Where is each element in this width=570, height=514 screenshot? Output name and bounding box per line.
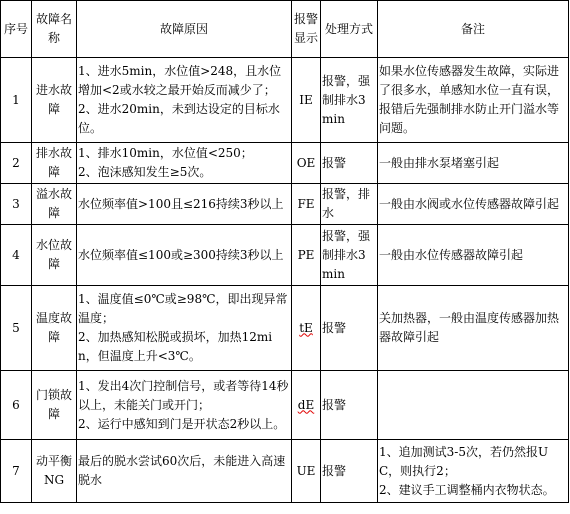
reason-line: 2、运行中感知到门是开状态2秒以上。 — [78, 416, 286, 431]
row-code — [292, 286, 321, 371]
row-action: 报警 — [321, 440, 378, 503]
table-row — [1, 58, 569, 143]
row-note: 关加热器，一般由温度传感器加热器故障引起 — [378, 286, 569, 371]
reason-line: 2、泡沫感知发生≥5次。 — [78, 165, 212, 179]
table-row — [1, 371, 569, 440]
row-name: 进水故障 — [32, 58, 77, 143]
row-reason — [77, 371, 292, 440]
note-line: 2、建议手工调整桶内衣物状态。 — [379, 482, 555, 497]
header-no: 序号 — [1, 1, 32, 58]
row-no: 4 — [1, 225, 32, 286]
header-name: 故障名称 — [32, 1, 77, 58]
reason-line: 2、进水20min，未到达设定的目标水位。 — [78, 102, 280, 135]
row-name: 门锁故障 — [32, 371, 77, 440]
table-row — [1, 440, 569, 503]
code-text: tE — [299, 320, 313, 335]
row-reason — [77, 143, 292, 184]
row-action: 报警，排水 — [321, 184, 378, 225]
note-line: 1、追加测试3-5次，若仍然报UC，则执行2； — [379, 444, 549, 478]
reason-line: 1、温度值≤0℃或≥98℃，即出现异常温度； — [78, 292, 288, 325]
row-no: 7 — [1, 440, 32, 503]
row-reason — [77, 286, 292, 371]
row-reason: 水位频率值≤100或≥300持续3秒以上 — [77, 225, 292, 286]
row-code: PE — [292, 225, 321, 286]
row-name: 排水故障 — [32, 143, 77, 184]
header-row — [1, 1, 569, 58]
row-code: FE — [292, 184, 321, 225]
row-action: 报警 — [321, 371, 378, 440]
row-no: 5 — [1, 286, 32, 371]
reason-line: 1、进水5min，水位值>248，且水位增加<2或水较之最开始反而减少了； — [78, 64, 282, 97]
header-action: 处理方式 — [321, 1, 378, 58]
table-row — [1, 143, 569, 184]
row-reason — [77, 58, 292, 143]
header-note: 备注 — [378, 1, 569, 58]
reason-line: 1、发出4次门控制信号，或者等待14秒以上，未能关门或开门； — [78, 378, 289, 412]
row-name: 动平衡NG — [32, 440, 77, 503]
row-no: 3 — [1, 184, 32, 225]
row-no: 1 — [1, 58, 32, 143]
row-code: OE — [292, 143, 321, 184]
row-reason: 最后的脱水尝试60次后，未能进入高速脱水 — [77, 440, 292, 503]
row-reason: 水位频率值>100且≤216持续3秒以上 — [77, 184, 292, 225]
row-code — [292, 371, 321, 440]
row-note: 一般由水位传感器故障引起 — [378, 225, 569, 286]
row-code: IE — [292, 58, 321, 143]
reason-line: 2、加热感知松脱或损坏，加热12min，但温度上升<3℃。 — [78, 330, 273, 363]
row-no: 2 — [1, 143, 32, 184]
row-no: 6 — [1, 371, 32, 440]
row-action: 报警，强制排水3min — [321, 58, 378, 143]
row-name: 溢水故障 — [32, 184, 77, 225]
row-note — [378, 371, 569, 440]
code-text: dE — [297, 397, 315, 412]
row-action: 报警 — [321, 143, 378, 184]
row-note: 一般由水阀或水位传感器故障引起 — [378, 184, 569, 225]
row-note: 一般由排水泵堵塞引起 — [378, 143, 569, 184]
row-name: 水位故障 — [32, 225, 77, 286]
table-row — [1, 225, 569, 286]
row-note — [378, 440, 569, 503]
table-row — [1, 184, 569, 225]
table-row — [1, 286, 569, 371]
row-note: 如果水位传感器发生故障，实际进了很多水，单感知水位一直有误，报错后先强制排水防止开门溢水等问题。 — [378, 58, 569, 143]
row-action: 报警，强制排水3min — [321, 225, 378, 286]
row-action: 报警 — [321, 286, 378, 371]
reason-line: 1、排水10min，水位值<250； — [78, 146, 253, 160]
header-reason: 故障原因 — [77, 1, 292, 58]
row-code: UE — [292, 440, 321, 503]
row-name: 温度故障 — [32, 286, 77, 371]
header-code: 报警显示 — [292, 1, 321, 58]
